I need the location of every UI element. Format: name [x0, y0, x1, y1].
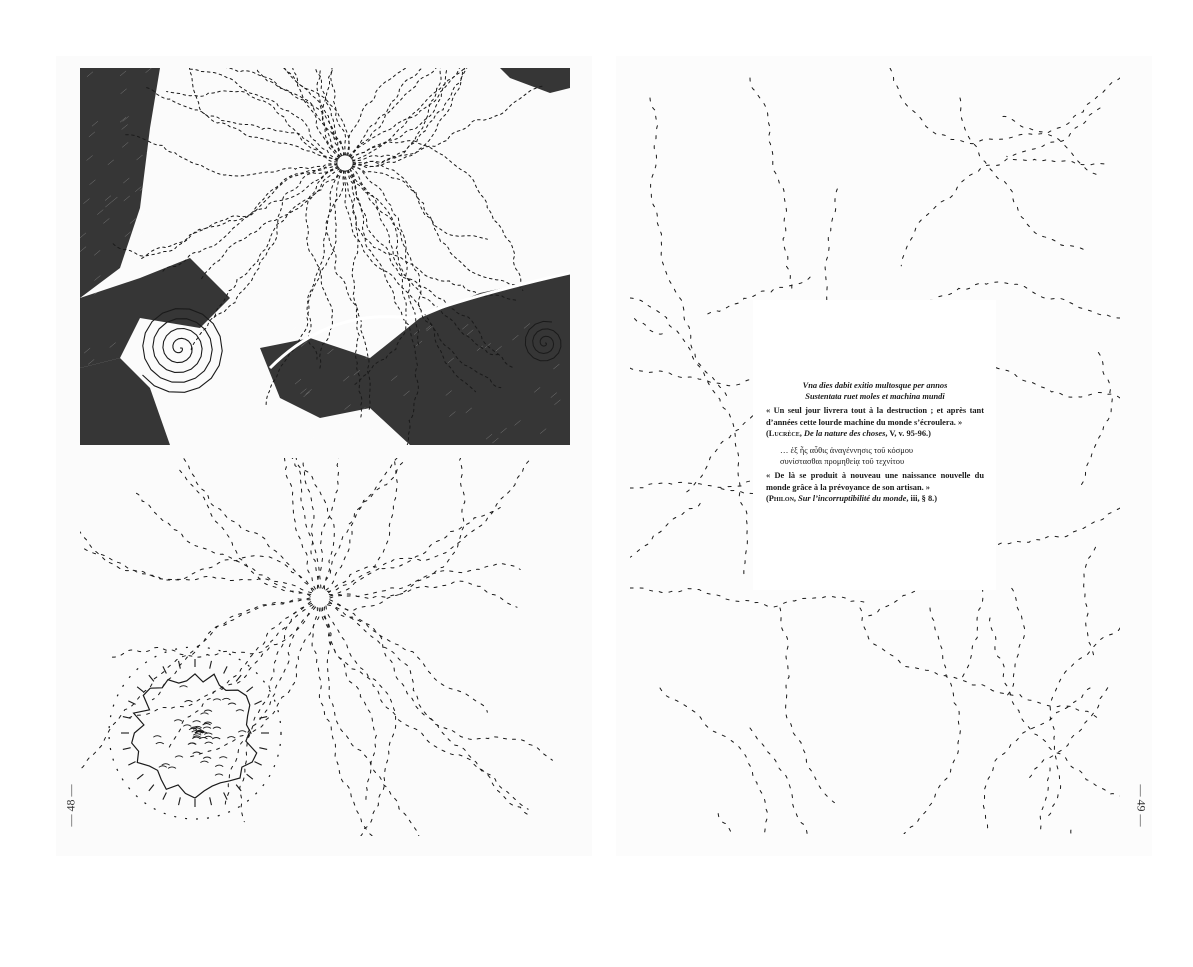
source-author: Lucrèce,	[768, 428, 802, 438]
latin-verse-1: Vna dies dabit exitio multosque per annos	[802, 381, 948, 390]
source-citation-2: (Philon, Sur l’incorruptibilité du monde, iii, § 8.)	[766, 493, 938, 503]
source-author: Philon,	[768, 493, 797, 503]
greek-verse-1: … ἐξ ἧς αὖθις ἀναγέννησις τοῦ κόσμου	[780, 446, 914, 456]
source-reference: , V, v. 95-96.)	[885, 428, 931, 438]
french-translation-1: « Un seul jour livrera tout à la destruction ; et après tant d’années cette lourde machine du monde s’écroulera. »	[766, 406, 984, 427]
latin-verse-2: Sustentata ruet moles et machina mundi	[805, 392, 945, 402]
quotation-block	[766, 380, 984, 510]
source-title: Sur l’incorruptibilité du monde	[798, 493, 907, 503]
page-number-left: — 48 —	[63, 784, 78, 827]
page-number-right: — 49 —	[1134, 784, 1149, 827]
illustration-top-left	[80, 68, 570, 445]
source-citation-1: (Lucrèce, De la nature des choses, V, v. 95-96.)	[766, 428, 931, 438]
illustration-bottom-left	[80, 458, 570, 836]
source-title: De la nature des choses	[803, 428, 886, 438]
greek-verse-2: συνίστασθαι προμηθείᾳ τοῦ τεχνίτου	[780, 457, 905, 467]
source-reference: , iii, § 8.)	[906, 493, 938, 503]
french-translation-2: « De là se produit à nouveau une naissance nouvelle du monde grâce à la prévoyance de son artisan. »	[766, 471, 984, 492]
